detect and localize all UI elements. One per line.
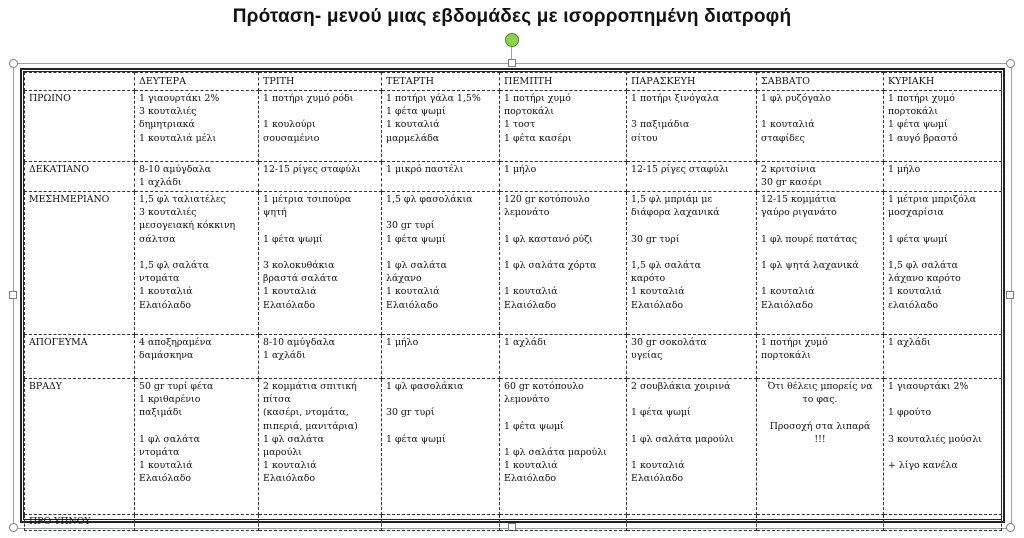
menu-cell[interactable]: [884, 91, 1002, 162]
menu-cell-line: πορτοκάλι: [504, 106, 554, 118]
menu-cell[interactable]: [259, 192, 382, 335]
menu-cell-line: παξιμάδι: [139, 407, 183, 419]
menu-cell-line: 1 φλ σαλάτα χόρτα: [504, 259, 597, 271]
menu-cell-line: 1 φλ πουρέ πατάτας: [761, 233, 858, 245]
menu-cell[interactable]: [382, 379, 500, 515]
menu-cell-line: πορτοκάλι: [888, 106, 938, 118]
menu-cell-line: 1 φέτα ψωμί: [631, 407, 691, 419]
menu-cell-line: [386, 420, 495, 433]
menu-cell-line: 1 ποτήρι χυμό ρόδι: [263, 93, 354, 104]
menu-cell-line: 60 gr κοτόπουλο: [504, 381, 584, 392]
resize-handle-bottom-left[interactable]: [9, 523, 18, 532]
resize-handle-top-right[interactable]: [1006, 59, 1015, 68]
menu-cell-line: 1,5 φλ φασολάκια: [386, 194, 473, 205]
menu-cell-line: 1 κουταλιά: [761, 119, 815, 131]
menu-cell-line: 1 αχλάδι: [263, 350, 306, 362]
menu-cell-line: [888, 393, 997, 406]
menu-cell-line: 1 κουταλιά: [386, 286, 440, 298]
menu-cell-line: 3 κουταλιές μούσλι: [888, 433, 982, 445]
day-header: ΤΕΤΑΡΤΗ: [382, 73, 500, 91]
day-header: ΣΑΒΒΑΤΟ: [757, 73, 884, 91]
menu-cell-line: 1 κουταλιά: [631, 286, 685, 298]
menu-cell[interactable]: [757, 379, 884, 515]
menu-cell-line: λεμονάτο: [504, 207, 550, 219]
resize-handle-bottom-right[interactable]: [1006, 523, 1015, 532]
menu-cell-line: 1 κουταλιά: [504, 460, 558, 472]
menu-cell-line: [631, 446, 752, 459]
menu-cell-line: 1 κουταλιά: [888, 286, 942, 298]
rotate-handle[interactable]: [505, 33, 519, 47]
menu-cell-line: 1 φέτα ψωμί: [888, 119, 948, 131]
menu-cell[interactable]: [500, 162, 627, 192]
menu-cell[interactable]: [627, 91, 757, 162]
menu-cell-line: [631, 105, 752, 118]
menu-cell-line: [263, 246, 377, 259]
menu-cell[interactable]: [500, 335, 627, 379]
menu-cell-line: Ελαιόλαδο: [263, 473, 315, 485]
menu-cell-line: Ότι θέλεις μπορείς να: [767, 381, 873, 392]
menu-cell-line: 2 κομμάτια σπιτική: [263, 381, 357, 392]
menu-cell-line: καρότο: [631, 273, 666, 285]
menu-cell-empty[interactable]: [757, 515, 884, 531]
menu-cell-line: πιπεριά, μανιτάρια): [263, 420, 358, 432]
menu-cell-line: 1,5 φλ ταλιατέλες: [139, 194, 226, 205]
menu-cell[interactable]: [884, 192, 1002, 335]
menu-cell-line: 1 φλ φασολάκια: [386, 381, 464, 392]
menu-cell-line: 1 φλ σαλάτα: [139, 433, 200, 445]
menu-cell-line: 1 κουταλιά: [263, 460, 317, 472]
day-header: ΤΡΙΤΗ: [259, 73, 382, 91]
menu-cell-line: [504, 433, 622, 446]
menu-cell-line: 1 φλ σαλάτα: [386, 259, 447, 271]
menu-cell-line: 1 μέτρια τσιπούρα: [263, 194, 352, 205]
menu-cell[interactable]: [500, 91, 627, 162]
menu-cell-line: !!!: [814, 433, 826, 445]
menu-cell-line: 1 κουταλιά: [504, 286, 558, 298]
menu-cell-line: Ελαιόλαδο: [263, 299, 315, 311]
menu-cell-line: 3 κουταλιές: [139, 207, 197, 219]
menu-cell-line: 1,5 φλ μπριάμ με: [631, 194, 713, 205]
day-header: ΠΑΡΑΣΚΕΥΗ: [627, 73, 757, 91]
menu-cell-empty[interactable]: [259, 515, 382, 531]
meal-label: ΔΕΚΑΤΙΑΝΟ: [25, 162, 135, 192]
menu-cell-line: 1 ποτήρι γάλα 1,5%: [386, 93, 481, 104]
menu-cell-line: 1 φέτα ψωμί: [386, 106, 446, 118]
menu-cell-line: [888, 446, 997, 459]
menu-cell-line: [888, 219, 997, 232]
menu-cell[interactable]: [382, 162, 500, 192]
menu-cell-line: [761, 219, 879, 232]
menu-cell-line: λεμονάτο: [504, 394, 550, 406]
menu-cell-line: ελαιόλαδο: [888, 299, 939, 311]
menu-cell[interactable]: [757, 192, 884, 335]
menu-cell-line: 1,5 φλ σαλάτα: [139, 260, 209, 271]
menu-cell[interactable]: [500, 192, 627, 335]
menu-cell-line: [386, 246, 495, 259]
menu-cell-line: πορτοκάλι: [761, 350, 811, 362]
menu-cell[interactable]: [382, 91, 500, 162]
menu-cell-line: 3 κουταλιές: [139, 106, 197, 118]
menu-cell-line: [263, 105, 377, 118]
menu-cell-line: 1 κουταλιά: [139, 286, 193, 298]
menu-cell[interactable]: [500, 379, 627, 515]
menu-cell-line: 12-15 ρίγες σταφύλι: [263, 164, 361, 175]
day-header: ΠΕΜΠΤΗ: [500, 73, 627, 91]
menu-cell-line: Ελαιόλαδο: [631, 473, 683, 485]
menu-cell-line: υγείας: [631, 350, 663, 362]
meal-label: ΠΡΩΙΝΟ: [25, 91, 135, 162]
menu-cell-line: [888, 246, 997, 259]
menu-cell-empty[interactable]: [135, 515, 259, 531]
menu-cell[interactable]: [259, 335, 382, 379]
menu-cell-line: 1 κριθαρένιο: [139, 394, 201, 406]
menu-cell-line: σταφίδες: [761, 132, 805, 144]
menu-cell-line: 2 κριτσίνια: [761, 164, 816, 175]
menu-cell-line: [888, 420, 997, 433]
menu-cell[interactable]: [757, 91, 884, 162]
menu-cell-line: 12-15 κομμάτια: [761, 194, 837, 205]
menu-cell-line: 1 γιαουρτάκι 2%: [139, 93, 220, 104]
menu-cell-line: 1 φέτα ψωμί: [504, 420, 564, 432]
menu-cell-line: 1 φλ καστανό ρύζι: [504, 233, 593, 245]
menu-cell-line: [386, 393, 495, 406]
menu-cell-line: 1 κουταλιά μέλι: [139, 132, 217, 144]
menu-cell-line: 1 μήλο: [504, 164, 537, 175]
menu-cell[interactable]: [135, 192, 259, 335]
menu-cell-line: 1 φρούτο: [888, 407, 932, 419]
menu-cell-empty[interactable]: [627, 515, 757, 531]
menu-cell-line: 1 κουταλιά: [761, 286, 815, 298]
menu-cell-line: 1 μήλο: [386, 337, 419, 348]
menu-cell-line: το φας.: [802, 394, 838, 406]
menu-cell-line: [631, 420, 752, 433]
menu-cell-line: 1 ποτήρι ξινόγαλα: [631, 93, 720, 104]
menu-cell-line: σίτου: [631, 132, 658, 144]
menu-cell-line: σάλτσα: [139, 233, 176, 245]
menu-cell-line: γαύρο ριγανάτο: [761, 207, 837, 219]
menu-cell-empty[interactable]: [500, 515, 627, 531]
menu-cell-line: [631, 219, 752, 232]
menu-cell-line: 1 κουταλιά: [631, 460, 685, 472]
menu-cell-line: δαμάσκηνα: [139, 350, 194, 362]
menu-cell-line: 1 τοστ: [504, 119, 536, 131]
menu-cell[interactable]: [757, 162, 884, 192]
menu-cell-line: [504, 272, 622, 285]
menu-cell-line: [263, 219, 377, 232]
document-title: Πρόταση- μενού μιας εβδομάδες με ισορροπημένη διατροφή: [232, 6, 792, 27]
menu-cell-line: [761, 272, 879, 285]
menu-cell-line: [761, 105, 879, 118]
menu-cell-line: 1 αχλάδι: [504, 337, 547, 348]
menu-cell-line: [631, 246, 752, 259]
menu-cell-line: μαρούλι: [263, 447, 302, 459]
menu-cell-line: [504, 219, 622, 232]
menu-cell-line: 50 gr τυρί φέτα: [139, 381, 214, 392]
menu-cell-line: 1 φέτα ψωμί: [386, 233, 446, 245]
menu-cell[interactable]: [135, 335, 259, 379]
menu-cell-line: 1 αχλάδι: [888, 337, 931, 348]
menu-cell[interactable]: [259, 379, 382, 515]
menu-cell-line: 1 φλ σαλάτα: [263, 433, 324, 445]
menu-cell[interactable]: [135, 91, 259, 162]
menu-cell[interactable]: [627, 192, 757, 335]
day-header: ΔΕΥΤΕΡΑ: [135, 73, 259, 91]
menu-cell-line: 1,5 φλ σαλάτα: [888, 259, 958, 271]
menu-cell-line: 30 gr σοκολάτα: [631, 337, 707, 348]
menu-cell-line: [139, 420, 254, 433]
menu-cell-line: Ελαιόλαδο: [504, 473, 556, 485]
menu-cell-line: 1 μέτρια μπριζόλα: [888, 194, 977, 205]
menu-cell-line: [761, 246, 879, 259]
menu-cell-line: Ελαιόλαδο: [504, 299, 556, 311]
menu-cell-line: 1 μικρό παστέλι: [386, 164, 464, 175]
menu-cell-line: 1 ποτήρι χυμό: [504, 93, 571, 104]
menu-cell-line: Προσοχή στα λιπαρά: [769, 420, 871, 432]
menu-cell-line: (κασέρι, ντομάτα,: [263, 407, 349, 419]
menu-cell[interactable]: [382, 335, 500, 379]
menu-cell-line: 1 ποτήρι χυμό: [761, 337, 828, 348]
meal-row: [25, 335, 1002, 379]
menu-cell[interactable]: [382, 192, 500, 335]
resize-handle-top-left[interactable]: [9, 59, 18, 68]
menu-cell-line: λάχανο καρότο: [888, 273, 961, 285]
menu-cell-line: 1 φέτα κασέρι: [504, 132, 572, 144]
menu-cell-line: 30 gr κασέρι: [761, 177, 823, 189]
menu-cell-line: 120 gr κοτόπουλο: [504, 194, 590, 205]
menu-cell[interactable]: [135, 162, 259, 192]
menu-cell[interactable]: [884, 162, 1002, 192]
menu-cell-line: βραστά σαλάτα: [263, 273, 338, 285]
menu-cell-line: 3 παξιμάδια: [631, 119, 690, 131]
meal-row: [25, 162, 1002, 192]
menu-cell-line: 1 κουταλιά: [263, 286, 317, 298]
menu-cell[interactable]: [259, 91, 382, 162]
table-header-row: [25, 73, 1002, 91]
menu-cell-line: ντομάτα: [139, 273, 180, 285]
menu-cell-line: 30 gr τυρί: [631, 233, 680, 245]
menu-cell-line: 1 φέτα ψωμί: [263, 233, 323, 245]
menu-cell-line: 1 αυγό βραστό: [888, 132, 958, 144]
menu-cell-line: Ελαιόλαδο: [386, 299, 438, 311]
meal-row: [25, 379, 1002, 515]
menu-cell-line: 1 φλ σαλάτα μαρούλι: [504, 446, 607, 458]
menu-cell-empty[interactable]: [382, 515, 500, 531]
menu-cell-line: 1 φέτα ψωμί: [386, 433, 446, 445]
menu-cell-empty[interactable]: [884, 515, 1002, 531]
menu-cell-line: 12-15 ρίγες σταφύλι: [631, 164, 729, 175]
menu-cell[interactable]: [884, 335, 1002, 379]
menu-cell-line: 1 κουταλιά: [386, 119, 440, 131]
menu-cell-line: 1 φλ ρυζόγαλο: [761, 93, 831, 104]
menu-cell-line: 8-10 αμύγδαλα: [263, 337, 336, 348]
meal-label-bedtime: ΠΡΟ ΥΠΝΟΥ: [25, 515, 135, 531]
menu-cell[interactable]: [627, 379, 757, 515]
menu-cell-line: 1 κουταλιά: [139, 460, 193, 472]
meal-label: ΒΡΑΔΥ: [25, 379, 135, 515]
menu-cell-line: δημητριακά: [139, 119, 195, 131]
menu-cell-line: μαρμελάδα: [386, 132, 440, 144]
menu-cell-line: λάχανο: [386, 273, 422, 285]
meal-label: ΜΕΣΗΜΕΡΙΑΝΟ: [25, 192, 135, 335]
menu-cell-line: ντομάτα: [139, 447, 180, 458]
meal-row: [25, 192, 1002, 335]
meal-label: ΑΠΟΓΕΥΜΑ: [25, 335, 135, 379]
weekly-menu-table[interactable]: [24, 72, 1002, 531]
menu-cell-line: Ελαιόλαδο: [631, 299, 683, 311]
resize-handle-middle-right[interactable]: [1006, 291, 1014, 299]
menu-cell-line: 8-10 αμύγδαλα: [139, 164, 212, 175]
menu-cell-line: ψητή: [263, 207, 287, 219]
menu-cell[interactable]: [135, 379, 259, 515]
menu-cell-line: 1 ποτήρι χυμό: [888, 93, 955, 104]
menu-cell-line: 1 μήλο: [888, 164, 921, 175]
menu-cell[interactable]: [627, 335, 757, 379]
day-header: ΚΥΡΙΑΚΗ: [884, 73, 1002, 91]
menu-cell-line: 1 γιαουρτάκι 2%: [888, 381, 969, 392]
resize-handle-top-center[interactable]: [508, 59, 516, 67]
menu-cell-line: 1,5 φλ σαλάτα: [631, 259, 701, 271]
meal-row-bedtime: [25, 515, 1002, 531]
menu-cell-line: πίτσα: [263, 394, 291, 406]
menu-cell-line: διάφορα λαχανικά: [631, 207, 720, 219]
menu-cell-line: + λίγο κανέλα: [888, 460, 958, 472]
menu-cell-line: [139, 246, 254, 259]
header-corner-cell: [25, 73, 135, 91]
menu-cell-line: 1 φλ σαλάτα μαρούλι: [631, 433, 734, 445]
menu-cell-line: 1 φέτα ψωμί: [888, 233, 948, 245]
menu-cell-line: [631, 393, 752, 406]
menu-cell-line: 30 gr τυρί: [386, 407, 435, 419]
menu-cell-line: [504, 406, 622, 419]
menu-cell-line: 2 σουβλάκια χοιρινά: [631, 381, 731, 392]
menu-cell-line: 1 αχλάδι: [139, 177, 182, 189]
menu-cell-line: Ελαιόλαδο: [761, 299, 813, 311]
menu-cell[interactable]: [757, 335, 884, 379]
menu-cell-line: [761, 406, 879, 419]
menu-cell-line: 1 κουλούρι: [263, 119, 316, 131]
menu-cell-line: 4 αποξηραμένα: [139, 337, 212, 348]
menu-cell-line: [504, 246, 622, 259]
menu-cell-line: 30 gr τυρί: [386, 220, 435, 232]
menu-cell-line: μεσογειακή κόκκινη: [139, 220, 236, 232]
resize-handle-middle-left[interactable]: [9, 291, 17, 299]
menu-cell-line: 1 φλ ψητά λαχανικά: [761, 259, 859, 271]
meal-row: [25, 91, 1002, 162]
menu-cell-line: μοσχαρίσια: [888, 207, 944, 219]
menu-cell[interactable]: [884, 379, 1002, 515]
menu-cell-line: [386, 206, 495, 219]
menu-cell-line: 3 κολοκυθάκια: [263, 259, 335, 271]
menu-cell-line: Ελαιόλαδο: [139, 299, 191, 311]
menu-cell[interactable]: [627, 162, 757, 192]
menu-cell[interactable]: [259, 162, 382, 192]
menu-cell-line: Ελαιόλαδο: [139, 473, 191, 485]
menu-cell-line: σουσαμένιο: [263, 132, 320, 144]
